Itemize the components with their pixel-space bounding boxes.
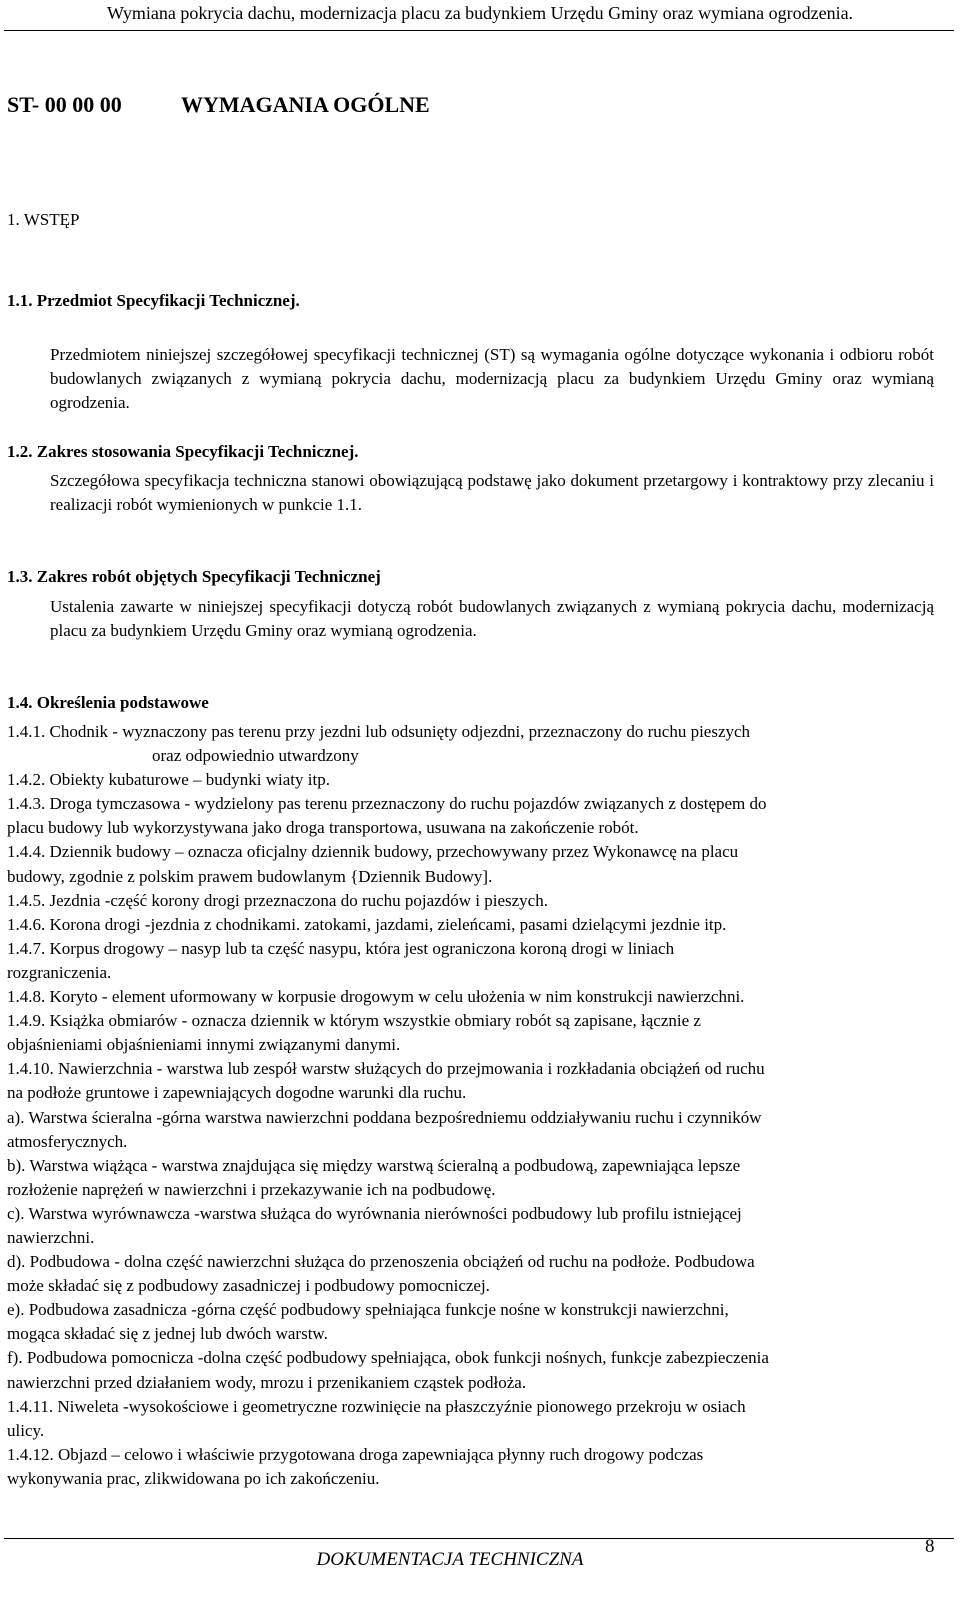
definition-line: 1.4.7. Korpus drogowy – nasyp lub ta część nasypu, która jest ograniczona koroną drogi w liniach xyxy=(7,938,675,958)
definition-line: 1.4.8. Koryto - element uformowany w korpusie drogowym w celu ułożenia w nim konstrukcji nawierzchni. xyxy=(7,987,745,1007)
spec-title: WYMAGANIA OGÓLNE xyxy=(181,92,430,117)
definition-line: 1.4.10. Nawierzchnia - warstwa lub zespół warstw służących do przejmowania i rozkładania obciążeń od ruchu xyxy=(7,1059,765,1079)
page-number: 8 xyxy=(925,1536,935,1557)
definition-line: ulicy. xyxy=(7,1420,45,1440)
definition-line: 1.4.2. Obiekty kubaturowe – budynki wiaty itp. xyxy=(7,770,330,790)
running-footer: DOKUMENTACJA TECHNICZNA xyxy=(316,1549,584,1570)
definitions-list xyxy=(7,720,937,1491)
definition-line: 1.4.11. Niweleta -wysokościowe i geometryczne rozwinięcie na płaszczyźnie pionowego przekroju w osiach xyxy=(7,1396,746,1416)
section-1-4-heading: 1.4. Określenia podstawowe xyxy=(7,693,209,712)
footer-divider xyxy=(4,1538,954,1539)
definition-line: d). Podbudowa - dolna część nawierzchni służąca do przenoszenia obciążeń od ruchu na podłoże. Podbudowa xyxy=(7,1252,755,1272)
definition-line: f). Podbudowa pomocnicza -dolna część podbudowy spełniająca, obok funkcji nośnych, funkcje zabezpieczenia xyxy=(7,1348,769,1368)
definition-line: atmosferycznych. xyxy=(7,1131,128,1151)
section-1-3-heading: 1.3. Zakres robót objętych Specyfikacji Technicznej xyxy=(7,567,381,586)
definition-line: 1.4.5. Jezdnia -część korony drogi przeznaczona do ruchu pojazdów i pieszych. xyxy=(7,890,548,910)
definition-line: 1.4.6. Korona drogi -jezdnia z chodnikami. zatokami, jazdami, zieleńcami, pasami dzielącymi jezdnie itp. xyxy=(7,914,727,934)
definition-line: b). Warstwa wiążąca - warstwa znajdująca się między warstwą ścieralną a podbudową, zapewniająca lepsze xyxy=(7,1155,741,1175)
definition-line: 1.4.9. Książka obmiarów - oznacza dziennik w którym wszystkie obmiary robót są zapisane, łącznie z xyxy=(7,1011,701,1031)
definition-line: oraz odpowiednio utwardzony xyxy=(152,746,359,766)
definition-line: na podłoże gruntowe i zapewniających dogodne warunki dla ruchu. xyxy=(7,1083,467,1103)
definition-line: mogąca składać się z jednej lub dwóch warstw. xyxy=(7,1324,328,1344)
definition-line: nawierzchni. xyxy=(7,1227,95,1247)
definition-line: objaśnieniami objaśnieniami innymi związanymi danymi. xyxy=(7,1035,401,1055)
definition-line: c). Warstwa wyrównawcza -warstwa służąca do wyrównania nierówności podbudowy lub profilu istniejącej xyxy=(7,1203,742,1223)
section-1-2-paragraph: Szczegółowa specyfikacja techniczna stanowi obowiązującą podstawę jako dokument przetargowy i kontraktowy przy zlecaniu i realizacji robót wymienionych w punkcie 1.1. xyxy=(50,471,934,514)
definition-line: budowy, zgodnie z polskim prawem budowlanym {Dziennik Budowy]. xyxy=(7,866,493,886)
running-header: Wymiana pokrycia dachu, modernizacja placu za budynkiem Urzędu Gminy oraz wymiana ogrodzenia. xyxy=(106,3,854,23)
definition-line: może składać się z podbudowy zasadniczej i podbudowy pomocniczej. xyxy=(7,1276,490,1296)
definition-line: nawierzchni przed działaniem wody, mrozu i przenikaniem cząstek podłoża. xyxy=(7,1372,527,1392)
definition-line: 1.4.1. Chodnik - wyznaczony pas terenu przy jezdni lub odsunięty odjezdni, przeznaczony do ruchu pieszych xyxy=(7,722,751,741)
section-1-1-paragraph: Przedmiotem niniejszej szczegółowej specyfikacji technicznej (ST) są wymagania ogólne dotyczące wykonania i odbioru robót budowlanych związanych z wymianą pokrycia dachu, modernizacją placu za budynkiem Urzędu Gminy oraz wymianą ogrodzenia. xyxy=(50,345,934,412)
section-1-1-heading: 1.1. Przedmiot Specyfikacji Technicznej. xyxy=(7,291,300,310)
definition-line: 1.4.12. Objazd – celowo i właściwie przygotowana droga zapewniająca płynny ruch drogowy podczas xyxy=(7,1444,704,1464)
header-divider xyxy=(4,30,954,31)
document-heading xyxy=(7,91,430,119)
spec-code: ST- 00 00 00 xyxy=(7,92,122,117)
definition-line: e). Podbudowa zasadnicza -górna część podbudowy spełniająca funkcje nośne w konstrukcji nawierzchni, xyxy=(7,1300,729,1320)
section-1-heading: 1. WSTĘP xyxy=(7,210,80,229)
section-1-2-heading: 1.2. Zakres stosowania Specyfikacji Technicznej. xyxy=(7,442,359,461)
definition-line: a). Warstwa ścieralna -górna warstwa nawierzchni poddana bezpośredniemu oddziaływaniu ruchu i czynników xyxy=(7,1107,762,1127)
definition-line: rozgraniczenia. xyxy=(7,962,112,982)
definition-line: rozłożenie naprężeń w nawierzchni i przekazywanie ich na podbudowę. xyxy=(7,1179,496,1199)
definition-line: placu budowy lub wykorzystywana jako droga transportowa, usuwana na zakończenie robót. xyxy=(7,818,639,838)
definition-line: 1.4.4. Dziennik budowy – oznacza oficjalny dziennik budowy, przechowywany przez Wykonawcę na placu xyxy=(7,842,739,862)
definition-line: 1.4.3. Droga tymczasowa - wydzielony pas terenu przeznaczony do ruchu pojazdów związanych z dostępem do xyxy=(7,794,767,814)
definition-line: wykonywania prac, zlikwidowana po ich zakończeniu. xyxy=(7,1468,380,1488)
section-1-3-paragraph: Ustalenia zawarte w niniejszej specyfikacji dotyczą robót budowlanych związanych z wymianą pokrycia dachu, modernizacją placu za budynkiem Urzędu Gminy oraz wymianą ogrodzenia. xyxy=(50,597,934,640)
